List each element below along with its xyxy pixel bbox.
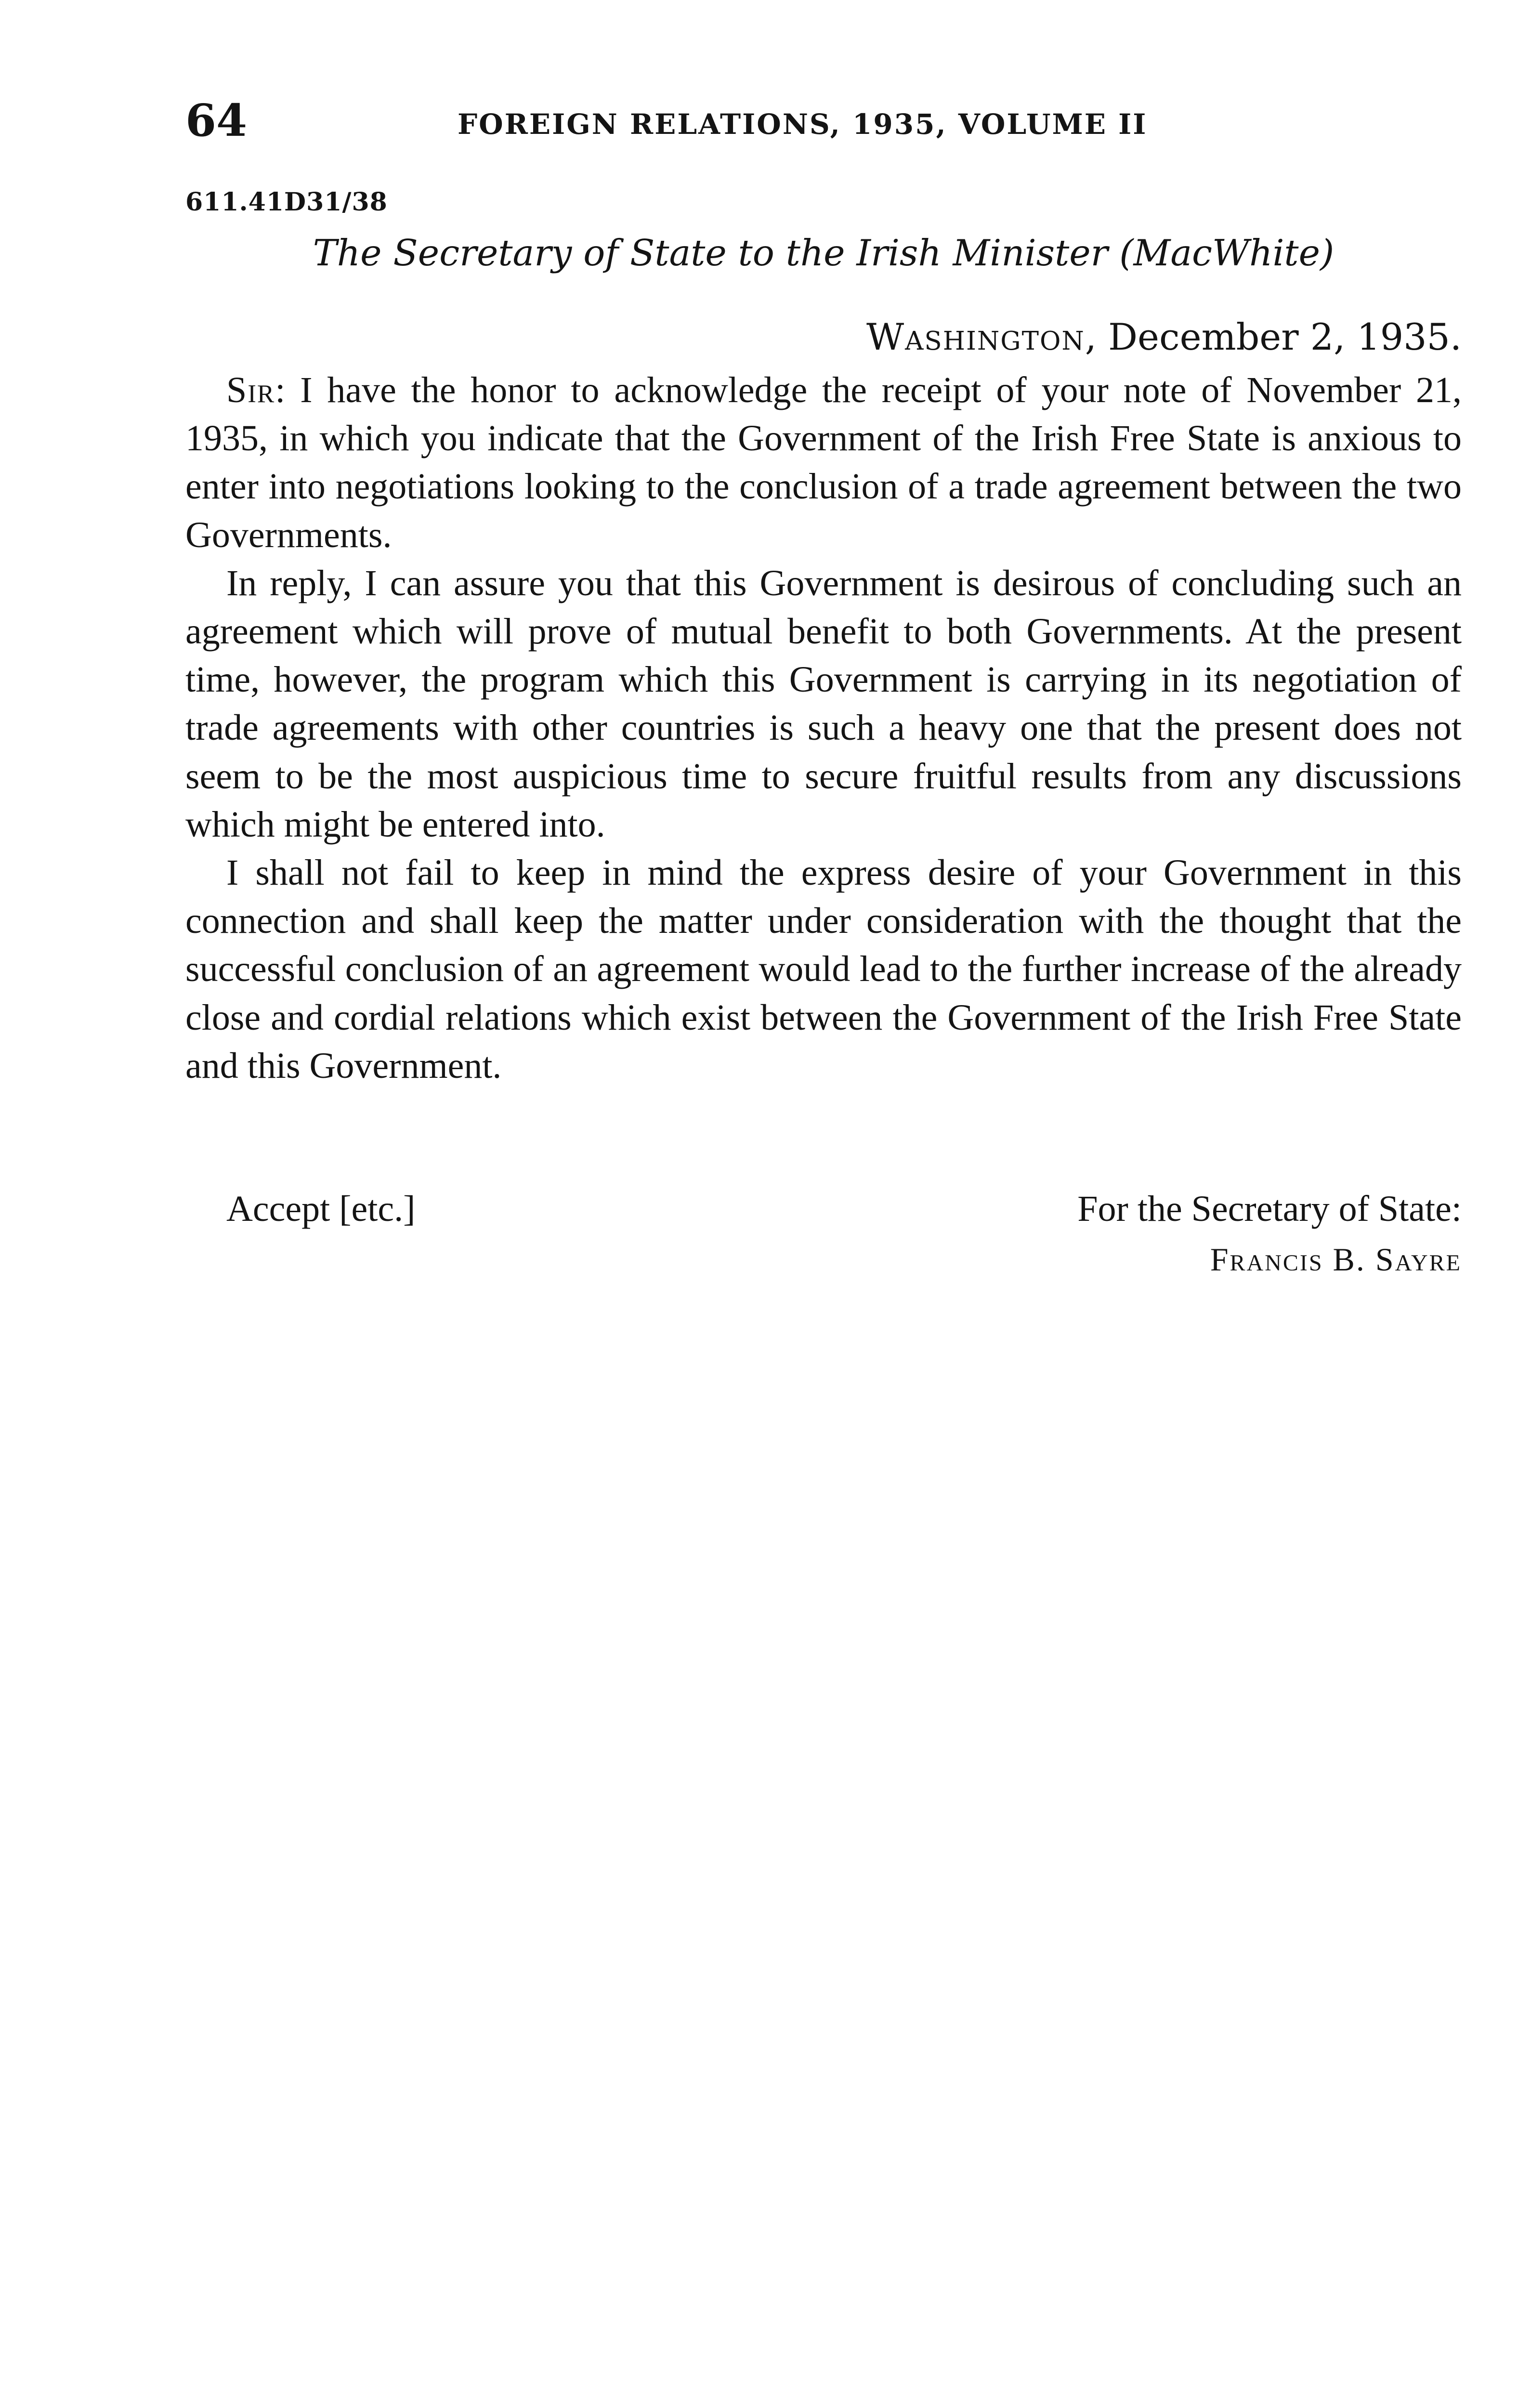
paragraph-3: I shall not fail to keep in mind the express desire of your Government in this connection and shall keep the matter under consideration with the thought that the successful conclusion of an agreement would lead to the further increase of the already close and cordial relations which exist between the Government of the Irish Free State and this Government. bbox=[185, 852, 1462, 1086]
page-number: 64 bbox=[185, 94, 248, 146]
running-head: FOREIGN RELATIONS, 1935, VOLUME II bbox=[458, 108, 1148, 141]
page-header bbox=[185, 94, 1462, 157]
file-number: 611.41D31/38 bbox=[185, 187, 388, 217]
complimentary-close: Accept [etc.] bbox=[226, 1189, 416, 1229]
salutation: Sir bbox=[226, 370, 275, 410]
paragraph-2: In reply, I can assure you that this Government is desirous of concluding such an agreement which will prove of mutual benefit to both Governments. At the present time, however, the program which this Government is carrying in its negotiation of trade agreements with other countries is such a heavy one that the present does not seem to be the most auspicious time to secure fruitful results from any discussions which might be entered into. bbox=[185, 563, 1462, 845]
paragraph-1-text: : I have the honor to acknowledge the receipt of your note of November 21, 1935, in which you indicate that the Government of the Irish Free State is anxious to enter into negotiations looking to the conclusion of a trade agreement between the two Governments. bbox=[185, 370, 1462, 555]
letter-body bbox=[185, 366, 1462, 1090]
signature-line: For the Secretary of State: bbox=[1077, 1189, 1462, 1229]
paragraph-1 bbox=[185, 366, 1462, 559]
dateline bbox=[185, 311, 1462, 364]
dateline-place: Washington bbox=[866, 315, 1085, 358]
signer-name: Francis B. Sayre bbox=[1210, 1241, 1462, 1278]
dateline-date: , December 2, 1935. bbox=[1085, 315, 1462, 358]
letter-closing bbox=[185, 1185, 1462, 1296]
document-title: The Secretary of State to the Irish Minister (MacWhite) bbox=[313, 232, 1335, 274]
